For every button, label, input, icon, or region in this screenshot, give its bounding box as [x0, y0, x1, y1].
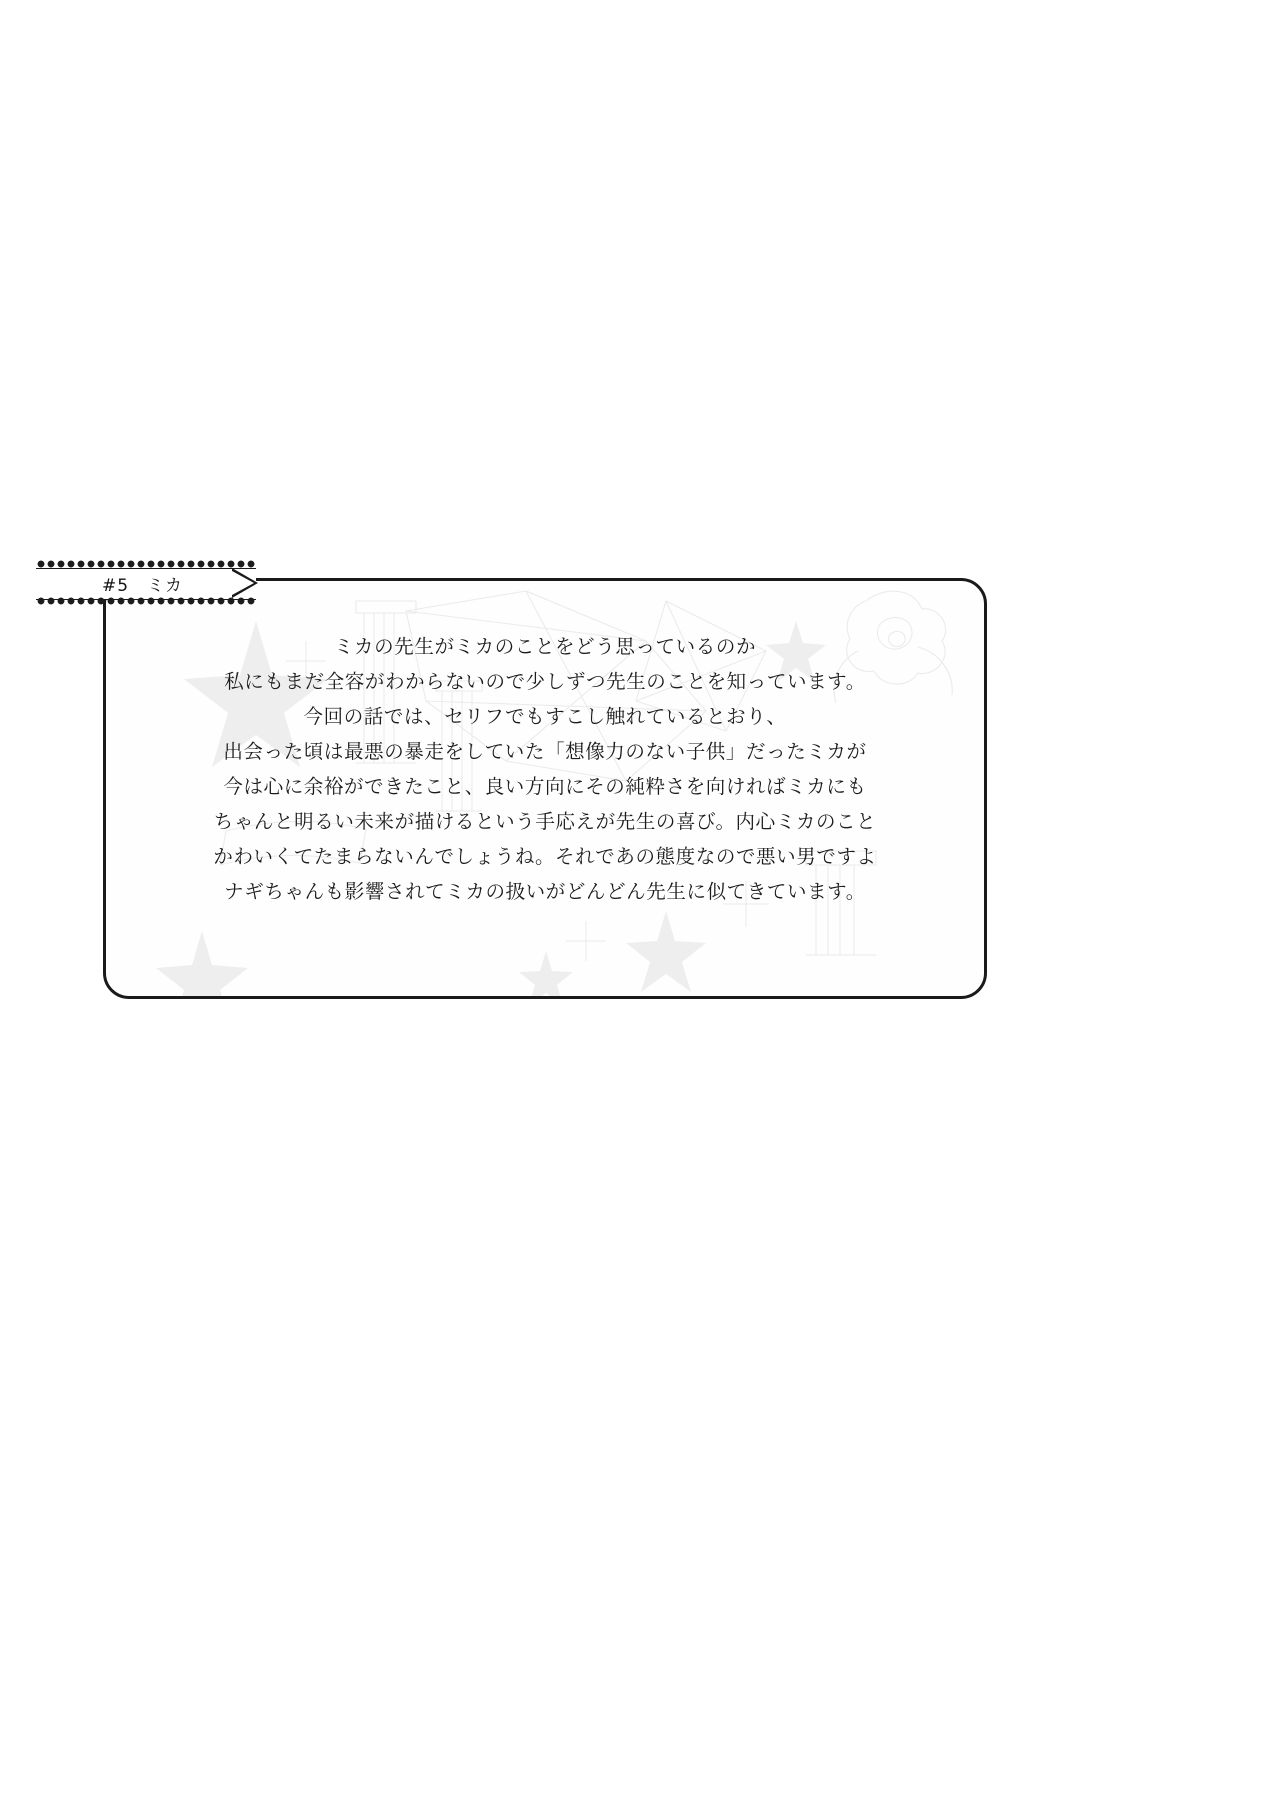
lace-edge-top-icon	[36, 560, 256, 569]
afterword-line: ナギちゃんも影響されてミカの扱いがどんどん先生に似てきています。	[224, 880, 866, 903]
afterword-line: 出会った頃は最悪の暴走をしていた「想像力のない子供」だったミカが	[223, 740, 867, 763]
lace-edge-bottom-icon	[36, 597, 256, 606]
chapter-tab	[36, 560, 256, 606]
afterword-line: ちゃんと明るい未来が描けるという手応えが先生の喜び。内心ミカのこと	[213, 810, 877, 833]
afterword-line: 今は心に余裕ができたこと、良い方向にその純粋さを向ければミカにも	[223, 775, 867, 798]
afterword-panel	[103, 578, 987, 999]
afterword-body	[106, 629, 984, 909]
afterword-line: かわいくてたまらないんでしょうね。それであの態度なので悪い男ですよ	[213, 845, 877, 868]
afterword-line: 私にもまだ全容がわからないので少しずつ先生のことを知っています。	[224, 670, 866, 693]
chapter-tab-label: #5 ミカ	[102, 576, 184, 596]
ribbon-arrow-inner-icon	[232, 571, 254, 595]
afterword-line: ミカの先生がミカのことをどう思っているのか	[333, 635, 757, 658]
afterword-line: 今回の話では、セリフでもすこし触れているとおり、	[303, 705, 787, 728]
